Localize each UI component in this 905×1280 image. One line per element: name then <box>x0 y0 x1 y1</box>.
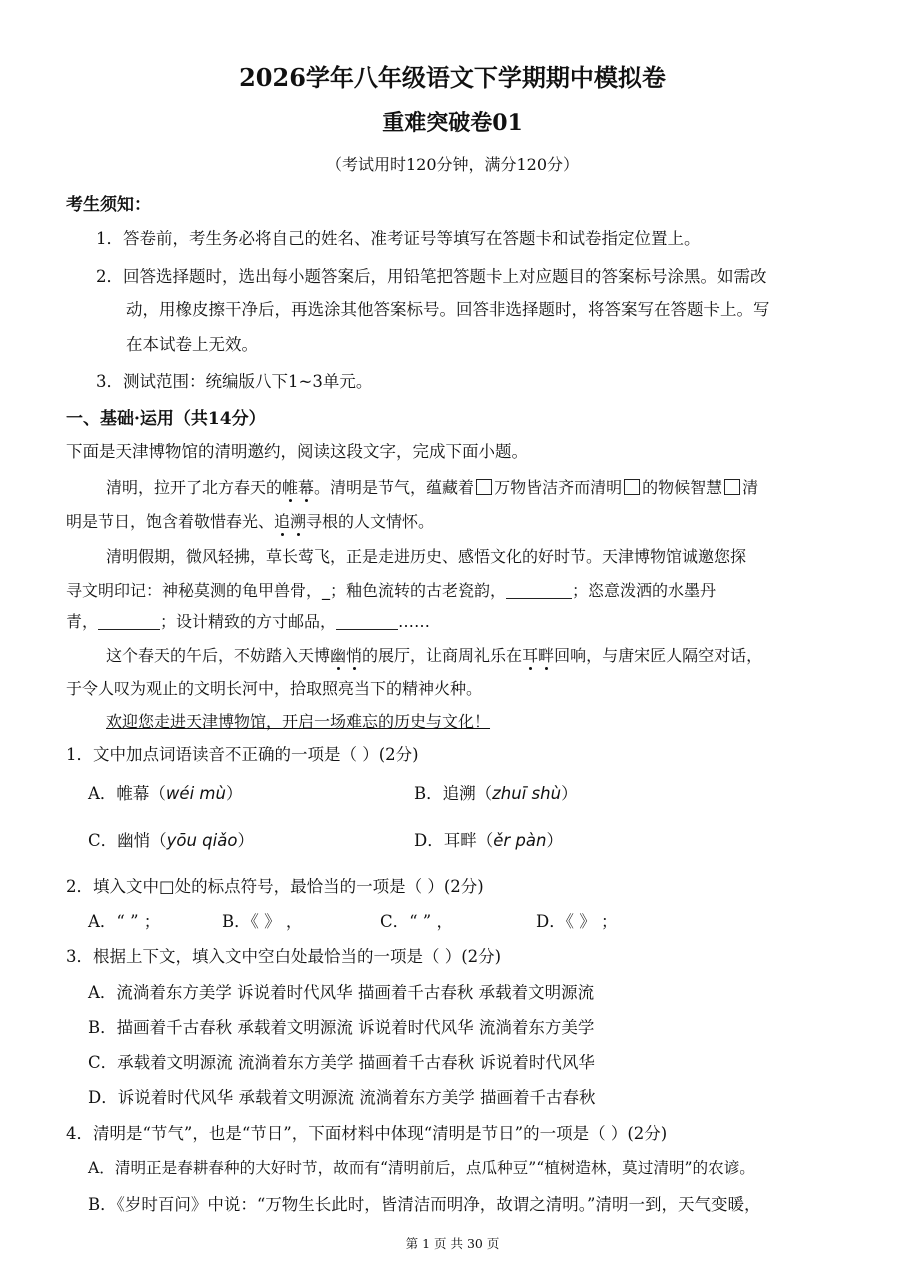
notice-item-3: 3．测试范围：统编版八下1~3单元。 <box>96 372 373 391</box>
passage-p1-line-2: 明是节日，饱含着敬惜春光、追溯寻根的人文情怀。 <box>66 512 435 531</box>
dotted-word-2: 追溯 <box>274 512 307 531</box>
section-heading: 一、基础·运用（共14分） <box>66 409 266 429</box>
fill-blank-4 <box>336 613 398 630</box>
q3-option-c: C．承载着文明源流 流淌着东方美学 描画着千古春秋 诉说着时代风华 <box>88 1053 595 1072</box>
passage-p4: 欢迎您走进天津博物馆，开启一场难忘的历史与文化！ <box>106 712 491 731</box>
q1-option-a: A．帷幕（wéi mù） <box>88 784 243 803</box>
notice-item-2-line-2: 动，用橡皮擦干净后，再选涂其他答案标号。回答非选择题时，将答案写在答题卡上。写 <box>126 300 770 319</box>
q4-option-b: B．《岁时百问》中说：“万物生长此时，皆清洁而明净，故谓之清明。”清明一到，天气变暖， <box>88 1195 761 1214</box>
exam-info: （考试用时120分钟，满分120分） <box>325 155 580 174</box>
notice-item-2-line-1: 2．回答选择题时，选出每小题答案后，用铅笔把答题卡上对应题目的答案标号涂黑。如需改 <box>96 267 767 286</box>
fill-blank-3 <box>98 613 160 630</box>
exam-title: 2026学年八年级语文下学期期中模拟卷 <box>239 63 666 92</box>
q3-stem: 3．根据上下文，填入文中空白处最恰当的一项是（ ）(2分) <box>66 947 502 966</box>
passage-p2-line-3: 青， ；设计精致的方寸邮品， …… <box>66 612 431 631</box>
punctuation-box-1 <box>476 479 492 495</box>
dotted-word-4: 耳畔 <box>522 646 555 665</box>
q1-option-d: D．耳畔（ěr pàn） <box>414 831 563 850</box>
q1-option-b: B．追溯（zhuī shù） <box>414 784 578 803</box>
passage-p3-line-1: 这个春天的午后，不妨踏入天博幽悄的展厅，让商周礼乐在耳畔回响，与唐宋匠人隔空对话， <box>106 646 763 665</box>
page-footer: 第 1 页 共 30 页 <box>405 1236 500 1251</box>
q2-option-b: B．《 》 ， <box>222 912 303 931</box>
notice-item-1: 1．答卷前，考生务必将自己的姓名、准考证号等填写在答题卡和试卷指定位置上。 <box>96 229 701 248</box>
punctuation-box-3 <box>724 479 740 495</box>
punctuation-box-2 <box>624 479 640 495</box>
q4-stem: 4．清明是“节气”，也是“节日”，下面材料中体现“清明是节日”的一项是（ ）(2分) <box>66 1124 668 1143</box>
q2-option-a: A．“ ” ； <box>88 912 161 931</box>
dotted-word-3: 幽悄 <box>330 646 363 665</box>
exam-subtitle: 重难突破卷01 <box>382 110 523 136</box>
q2-option-d: D．《 》 ； <box>536 912 618 931</box>
passage-p3-line-2: 于令人叹为观止的文明长河中，拾取照亮当下的精神火种。 <box>66 679 483 698</box>
passage-p2-line-1: 清明假期，微风轻拂，草长莺飞，正是走进历史、感悟文化的好时节。天津博物馆诚邀您探 <box>106 547 747 566</box>
q3-option-d: D．诉说着时代风华 承载着文明源流 流淌着东方美学 描画着千古春秋 <box>88 1088 596 1107</box>
q4-option-a: A．清明正是春耕春种的大好时节，故而有“清明前后，点瓜种豆”“植树造林，莫过清明”的农谚。 <box>88 1159 755 1177</box>
q3-option-b: B．描画着千古春秋 承载着文明源流 诉说着时代风华 流淌着东方美学 <box>88 1018 595 1037</box>
notice-item-2-line-3: 在本试卷上无效。 <box>126 335 258 354</box>
q1-option-c: C．幽悄（yōu qiǎo） <box>88 831 254 850</box>
passage-p2-line-2: 寻文明印记：神秘莫测的龟甲兽骨，_；釉色流转的古老瓷韵， ；恣意泼洒的水墨丹 <box>66 581 717 600</box>
q2-stem: 2．填入文中□处的标点符号，最恰当的一项是（ ）(2分) <box>66 877 484 896</box>
q1-stem: 1．文中加点词语读音不正确的一项是（ ）(2分) <box>66 745 419 764</box>
q2-option-c: C．“ ” ， <box>380 912 453 931</box>
passage-p1-line-1: 清明，拉开了北方春天的帷幕。清明是节气，蕴藏着 万物皆洁齐而清明 的物候智慧 清 <box>106 478 759 497</box>
dotted-word-1: 帷幕 <box>282 478 315 497</box>
reading-intro: 下面是天津博物馆的清明邀约，阅读这段文字，完成下面小题。 <box>66 442 528 461</box>
q3-option-a: A．流淌着东方美学 诉说着时代风华 描画着千古春秋 承载着文明源流 <box>88 983 595 1002</box>
fill-blank-2 <box>506 582 572 599</box>
notice-heading: 考生须知： <box>66 195 151 215</box>
